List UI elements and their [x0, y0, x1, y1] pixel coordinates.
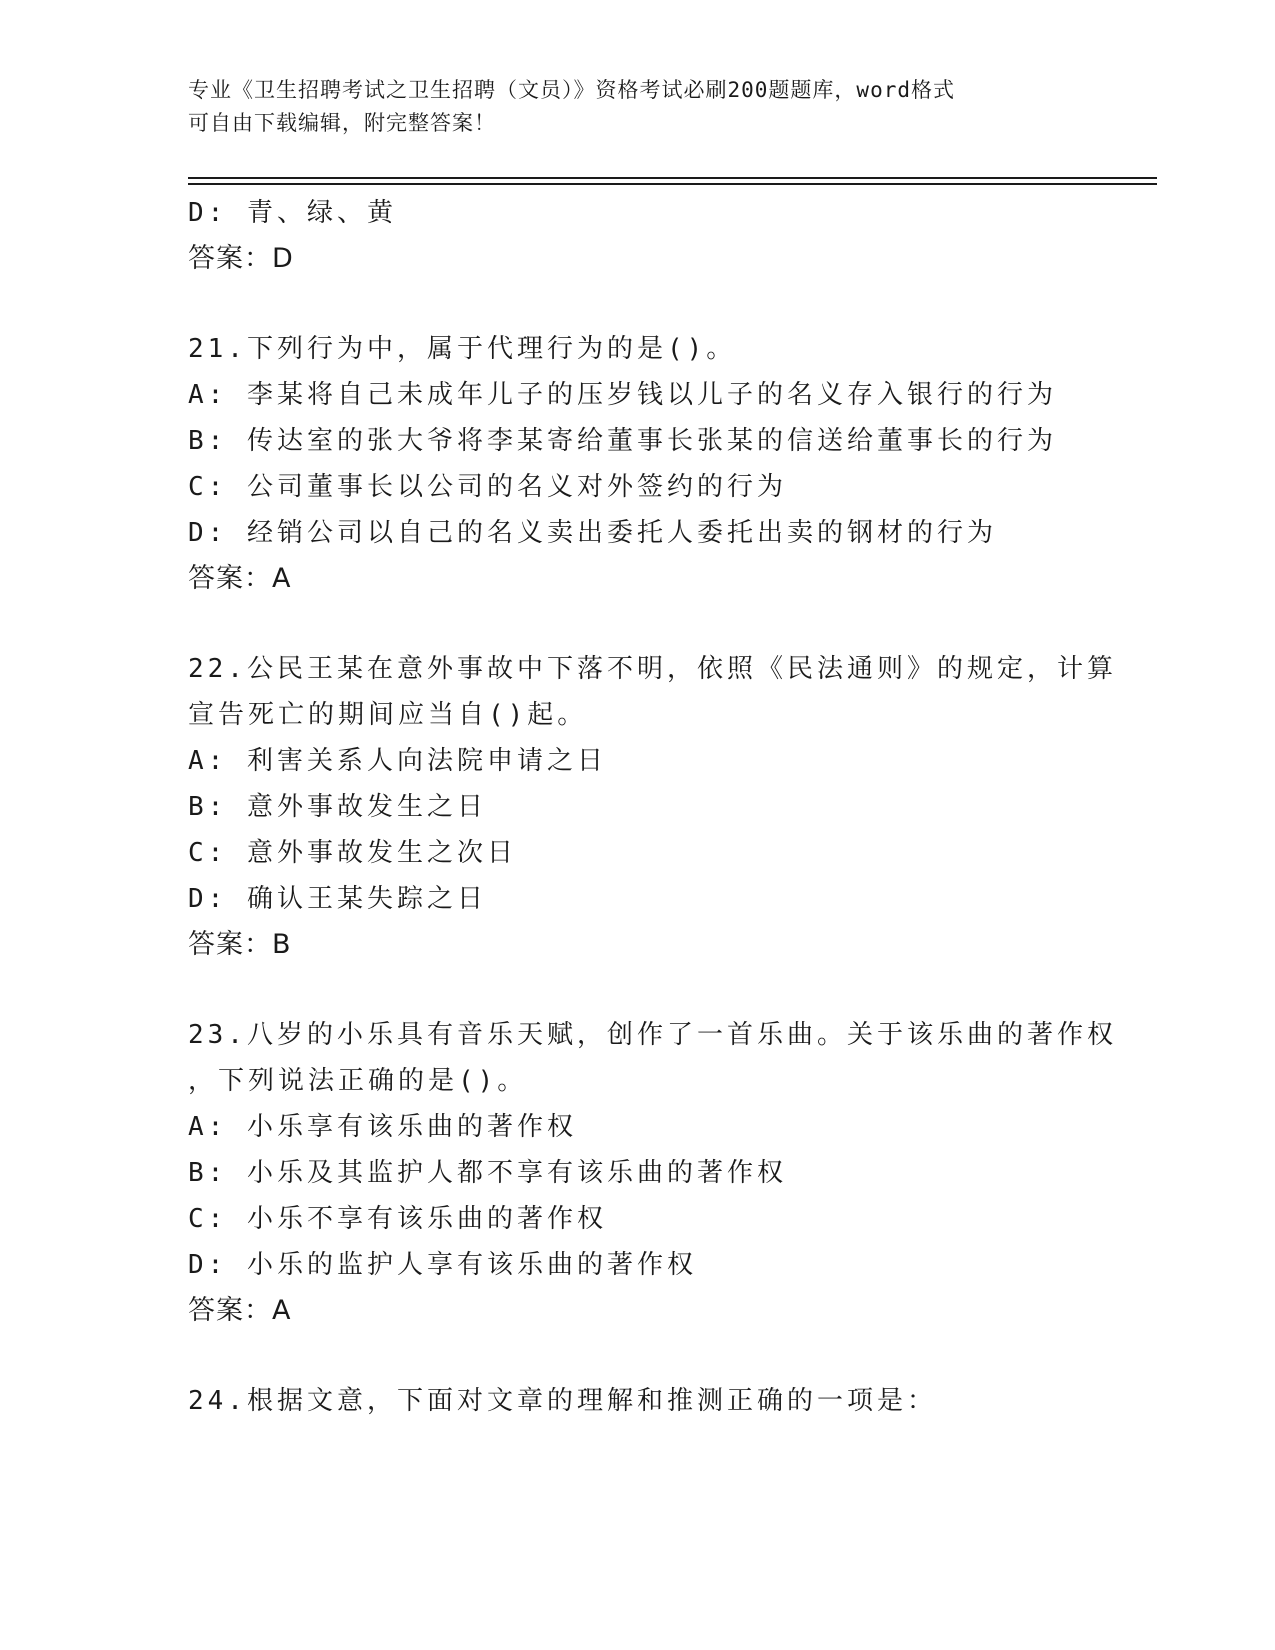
option-c: C: 小乐不享有该乐曲的著作权	[188, 1204, 607, 1234]
answer-line: 答案：D	[188, 243, 294, 274]
header-line-2: 可自由下载编辑，附完整答案！	[188, 111, 496, 135]
question-24	[188, 1378, 1088, 1424]
answer-line: 答案：B	[188, 929, 292, 960]
spacer	[188, 602, 1088, 646]
header-line-1: 专业《卫生招聘考试之卫生招聘（文员）》资格考试必刷200题题库，word格式	[188, 78, 955, 102]
option-b: B: 意外事故发生之日	[188, 792, 487, 822]
option-d: D: 确认王某失踪之日	[188, 884, 487, 914]
option-b: B: 小乐及其监护人都不享有该乐曲的著作权	[188, 1158, 787, 1188]
question-stem-continued: 宣告死亡的期间应当自()起。	[188, 700, 588, 730]
spacer	[188, 1334, 1088, 1378]
answer-line: 答案：A	[188, 1295, 292, 1326]
page-header	[188, 74, 1088, 140]
question-22	[188, 646, 1117, 968]
question-stem: 21.下列行为中，属于代理行为的是()。	[188, 334, 737, 364]
question-23	[188, 1012, 1117, 1334]
option-a: A: 利害关系人向法院申请之日	[188, 746, 607, 776]
answer-line: 答案：A	[188, 563, 292, 594]
option-c: C: 意外事故发生之次日	[188, 838, 517, 868]
header-rule-bottom	[188, 183, 1157, 185]
option-a: A: 李某将自己未成年儿子的压岁钱以儿子的名义存入银行的行为	[188, 380, 1057, 410]
spacer	[188, 968, 1088, 1012]
question-stem-continued: ，下列说法正确的是()。	[188, 1066, 528, 1096]
option-d: D: 青、绿、黄	[188, 198, 397, 228]
header-rule-top	[188, 177, 1157, 179]
spacer	[188, 282, 1088, 326]
question-stem: 23.八岁的小乐具有音乐天赋，创作了一首乐曲。关于该乐曲的著作权	[188, 1020, 1117, 1050]
option-d: D: 小乐的监护人享有该乐曲的著作权	[188, 1250, 697, 1280]
question-stem: 24.根据文意，下面对文章的理解和推测正确的一项是：	[188, 1386, 937, 1416]
option-d: D: 经销公司以自己的名义卖出委托人委托出卖的钢材的行为	[188, 518, 997, 548]
option-c: C: 公司董事长以公司的名义对外签约的行为	[188, 472, 787, 502]
question-list	[188, 190, 1117, 1424]
option-a: A: 小乐享有该乐曲的著作权	[188, 1112, 577, 1142]
option-b: B: 传达室的张大爷将李某寄给董事长张某的信送给董事长的行为	[188, 426, 1057, 456]
question-21	[188, 326, 1088, 602]
question-stem: 22.公民王某在意外事故中下落不明，依照《民法通则》的规定，计算	[188, 654, 1117, 684]
